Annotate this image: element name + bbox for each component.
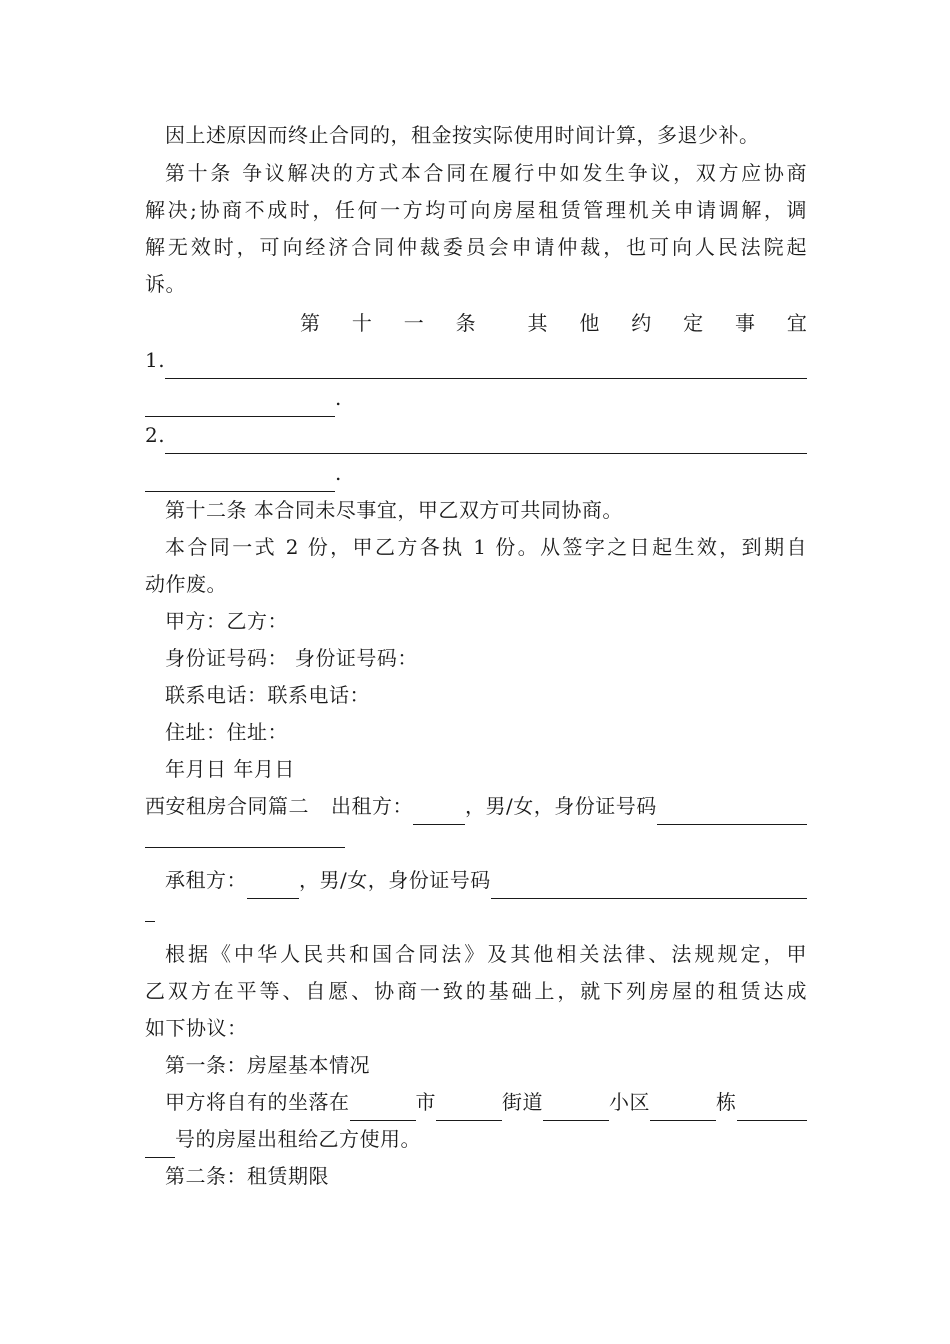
intro-line-1: 根据《中华人民共和国合同法》及其他相关法律、法规规定，甲 <box>165 942 807 966</box>
article-10-dispute <box>145 155 807 303</box>
city-label: 市 <box>415 1090 436 1114</box>
item-1-blank <box>165 356 807 379</box>
district-label: 小区 <box>609 1090 650 1114</box>
street-blank <box>436 1098 502 1121</box>
item-1-number: 1. <box>145 348 166 372</box>
contract-2-heading: 西安租房合同篇二 <box>145 794 309 818</box>
item-1-end: . <box>335 386 342 410</box>
lessor-id-blank <box>657 802 807 825</box>
article-11-char: 条 <box>455 311 476 335</box>
item-2-continuation <box>145 455 807 492</box>
article-11-char: 定 <box>683 311 704 335</box>
article-11-char: 第 <box>300 311 320 335</box>
signature-address: 住址：住址： <box>165 720 288 744</box>
article-1-title: 第一条：房屋基本情况 <box>165 1053 370 1077</box>
intro-line-3: 如下协议： <box>145 1016 248 1040</box>
item-1-blank-cont <box>145 394 335 417</box>
signature-phone: 联系电话：联系电话： <box>165 683 370 707</box>
location-prefix: 甲方将自有的坐落在 <box>165 1090 350 1114</box>
text-termination-refund: 因上述原因而终止合同的，租金按实际使用时间计算，多退少补。 <box>165 123 760 147</box>
article-10-line-1: 第十条 争议解决的方式本合同在履行中如发生争议，双方应协商 <box>165 161 807 185</box>
article-1-location-row <box>145 1084 807 1121</box>
article-1-continuation <box>145 1121 807 1158</box>
building-label: 栋 <box>716 1090 737 1114</box>
lessor-id-blank-cont <box>145 825 345 848</box>
lessor-name-blank <box>413 802 465 825</box>
article-10-line-4: 诉。 <box>145 272 186 296</box>
article-11-char: 他 <box>579 311 600 335</box>
item-2-blank <box>165 431 807 454</box>
lessee-gender-id-label: ，男/女，身份证号码 <box>299 868 491 892</box>
lessee-name-blank <box>247 876 299 899</box>
article-11-char: 事 <box>735 311 755 335</box>
lessor-label: 出租方： <box>331 794 413 818</box>
paragraph-termination-refund <box>145 117 807 154</box>
lessee-id-continuation <box>145 899 807 922</box>
copies-line-2: 动作废。 <box>145 572 227 596</box>
lessee-label: 承租方： <box>165 868 247 892</box>
item-2-blank-cont <box>145 469 335 492</box>
copies-clause <box>145 529 807 603</box>
item-2-end: . <box>335 461 342 485</box>
signature-parties: 甲方：乙方： <box>165 609 288 633</box>
unit-blank <box>737 1098 808 1121</box>
article-1-suffix: 号的房屋出租给乙方使用。 <box>175 1127 421 1151</box>
item-2-number: 2. <box>145 423 166 447</box>
city-blank <box>350 1098 416 1121</box>
lessor-id-continuation <box>145 825 807 848</box>
article-11-char: 其 <box>527 311 548 335</box>
lessee-row <box>145 862 807 899</box>
article-11-char: 约 <box>631 311 652 335</box>
district-blank <box>543 1098 609 1121</box>
signature-date: 年月日 年月日 <box>165 757 295 781</box>
street-label: 街道 <box>502 1090 543 1114</box>
article-11-char: 十 <box>351 311 372 335</box>
item-1-row <box>145 342 807 379</box>
unit-blank-cont <box>145 1135 175 1158</box>
item-1-continuation <box>145 380 807 417</box>
article-11-char: 一 <box>403 311 424 335</box>
lessee-id-blank <box>491 876 807 899</box>
lessor-gender-id-label: ，男/女，身份证号码 <box>465 794 657 818</box>
copies-line-1: 本合同一式 2 份，甲乙方各执 1 份。从签字之日起生效，到期自 <box>165 535 807 559</box>
article-10-line-2: 解决;协商不成时，任何一方均可向房屋租赁管理机关申请调解，调 <box>145 198 807 222</box>
signature-id: 身份证号码： 身份证号码： <box>165 646 418 670</box>
article-11-heading <box>300 305 807 342</box>
item-2-row <box>145 417 807 454</box>
building-blank <box>650 1098 716 1121</box>
article-2-title: 第二条：租赁期限 <box>165 1164 329 1188</box>
intro-line-2: 乙双方在平等、自愿、协商一致的基础上，就下列房屋的租赁达成 <box>145 979 807 1003</box>
lessor-row <box>145 788 807 825</box>
contract-2-intro <box>145 936 807 1047</box>
article-11-char: 宜 <box>786 311 807 335</box>
article-10-line-3: 解无效时，可向经济合同仲裁委员会申请仲裁，也可向人民法院起 <box>145 235 807 259</box>
article-12: 第十二条 本合同未尽事宜，甲乙双方可共同协商。 <box>165 498 623 522</box>
lessee-id-blank-cont <box>145 899 155 922</box>
